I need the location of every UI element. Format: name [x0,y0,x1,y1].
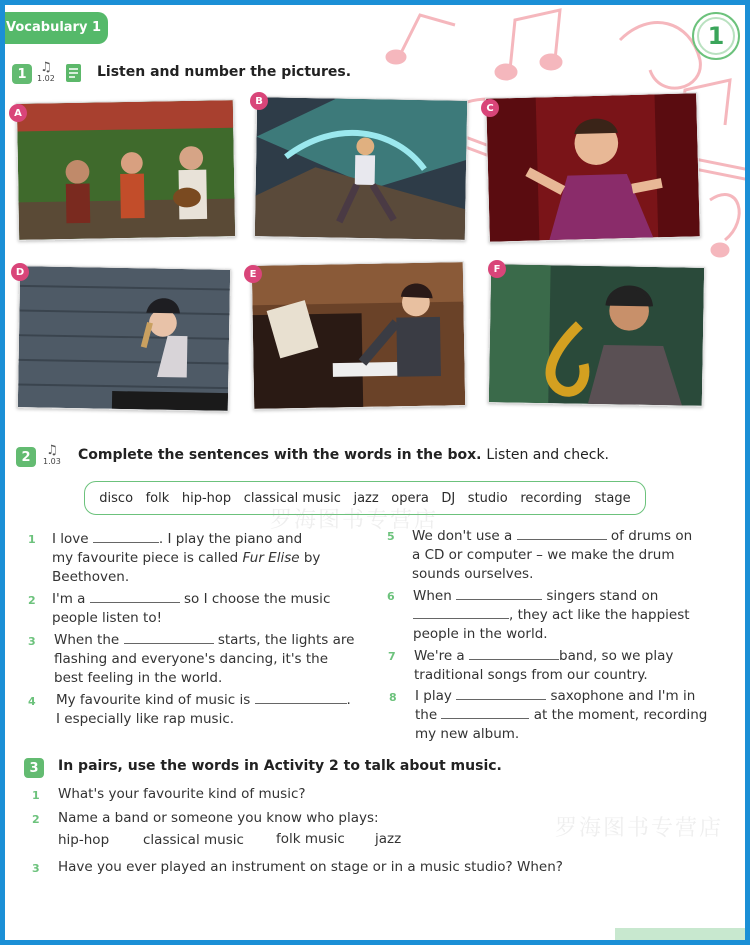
sentence-7: We're a band, so we play traditional songs from our country. [414,648,674,683]
question-1: What's your favourite kind of music? [58,786,306,802]
question-2-option-folk: folk music [276,831,345,847]
word-box [84,481,646,515]
word-studio: studio [467,490,508,506]
headphones-icon: ♫ 1.02 [37,60,55,83]
activity-2-title-sub: Listen and check. [486,447,609,463]
photo-a-folk-band [16,99,236,241]
sentence-2: I'm a so I choose the music people listen to! [52,591,331,626]
sentence-4-number: 4 [28,695,36,708]
activity-3-number: 3 [24,758,44,778]
watermark: 罗海图书专营店 [270,508,439,533]
photo-label-a: A [9,104,27,122]
word-hip-hop: hip-hop [181,490,232,506]
sentence-7-number: 7 [388,650,396,663]
photo-b-hip-hop-dancer [254,96,468,241]
sentence-6: When singers stand on , they act like the happiest people in the world. [413,588,690,642]
word-classical-music: classical music [243,490,341,506]
unit-badge [692,12,740,60]
photo-f-saxophone-player [488,263,705,407]
sentence-6-number: 6 [387,590,395,603]
photo-label-b: B [250,92,268,110]
sentence-2-number: 2 [28,594,36,607]
activity-1-number: 1 [12,64,32,84]
word-recording: recording [520,490,582,506]
unit-number: 1 [697,17,735,55]
headphones-icon: ♫ 1.03 [43,443,61,466]
sentence-3-number: 3 [28,635,36,648]
blank-8a[interactable] [456,688,546,700]
photo-label-f: F [488,260,506,278]
word-folk: folk [145,490,170,506]
word-dj: DJ [441,490,456,506]
word-jazz: jazz [353,490,379,506]
watermark: 罗海图书专营店 [555,816,724,841]
blank-2[interactable] [90,591,180,603]
photo-label-c: C [481,99,499,117]
blank-3[interactable] [124,632,214,644]
word-opera: opera [391,490,429,506]
blank-6b[interactable] [413,607,509,619]
question-2-option-hip-hop: hip-hop [58,832,110,848]
activity-1-title: Listen and number the pictures. [97,64,352,80]
sentence-5-number: 5 [387,530,395,543]
vocabulary-tab [0,12,108,44]
question-3-number: 3 [32,862,40,875]
blank-6a[interactable] [456,588,542,600]
audio-track-2: 1.03 [43,457,61,466]
blank-7[interactable] [469,648,559,660]
activity-3-title: In pairs, use the words in Activity 2 to talk about music. [58,758,502,774]
sentence-1: I love . I play the piano and my favourite piece is called Fur Elise by Beethoven. [52,531,321,585]
question-3: Have you ever played an instrument on stage or in a music studio? When? [58,859,563,875]
photo-label-e: E [244,265,262,283]
sentence-5: We don't use a of drums on a CD or computer – we make the drum sounds ourselves. [412,528,693,582]
sentence-8: I play saxophone and I'm in the at the moment, recording my new album. [415,688,708,742]
word-disco: disco [99,490,134,506]
activity-2-title [78,447,609,463]
question-2: Name a band or someone you know who plays: [58,810,379,826]
sentence-4: My favourite kind of music is . I especially like rap music. [56,692,351,727]
activity-2-number: 2 [16,447,36,467]
footer-strip [615,928,745,940]
vocabulary-tab-label: Vocabulary 1 [6,20,102,35]
blank-8b[interactable] [441,707,529,719]
blank-4[interactable] [255,692,347,704]
sentence-1-number: 1 [28,533,36,546]
blank-1[interactable] [93,531,159,543]
activity-2-title-main: Complete the sentences with the words in the box. [78,447,482,463]
question-2-option-classical: classical music [143,832,244,848]
sentence-3: When the starts, the lights are flashing and everyone's dancing, it's the best feeling in the world. [54,632,355,686]
sentence-8-number: 8 [389,691,397,704]
photo-c-opera-singer [485,92,701,242]
photo-e-piano-player [251,261,466,410]
word-stage: stage [594,490,631,506]
question-2-number: 2 [32,813,40,826]
blank-5[interactable] [517,528,607,540]
notebook-icon [63,62,85,84]
photo-d-dj [17,265,231,412]
question-1-number: 1 [32,789,40,802]
photo-label-d: D [11,263,29,281]
question-2-option-jazz: jazz [375,831,402,847]
audio-track-1: 1.02 [37,74,55,83]
